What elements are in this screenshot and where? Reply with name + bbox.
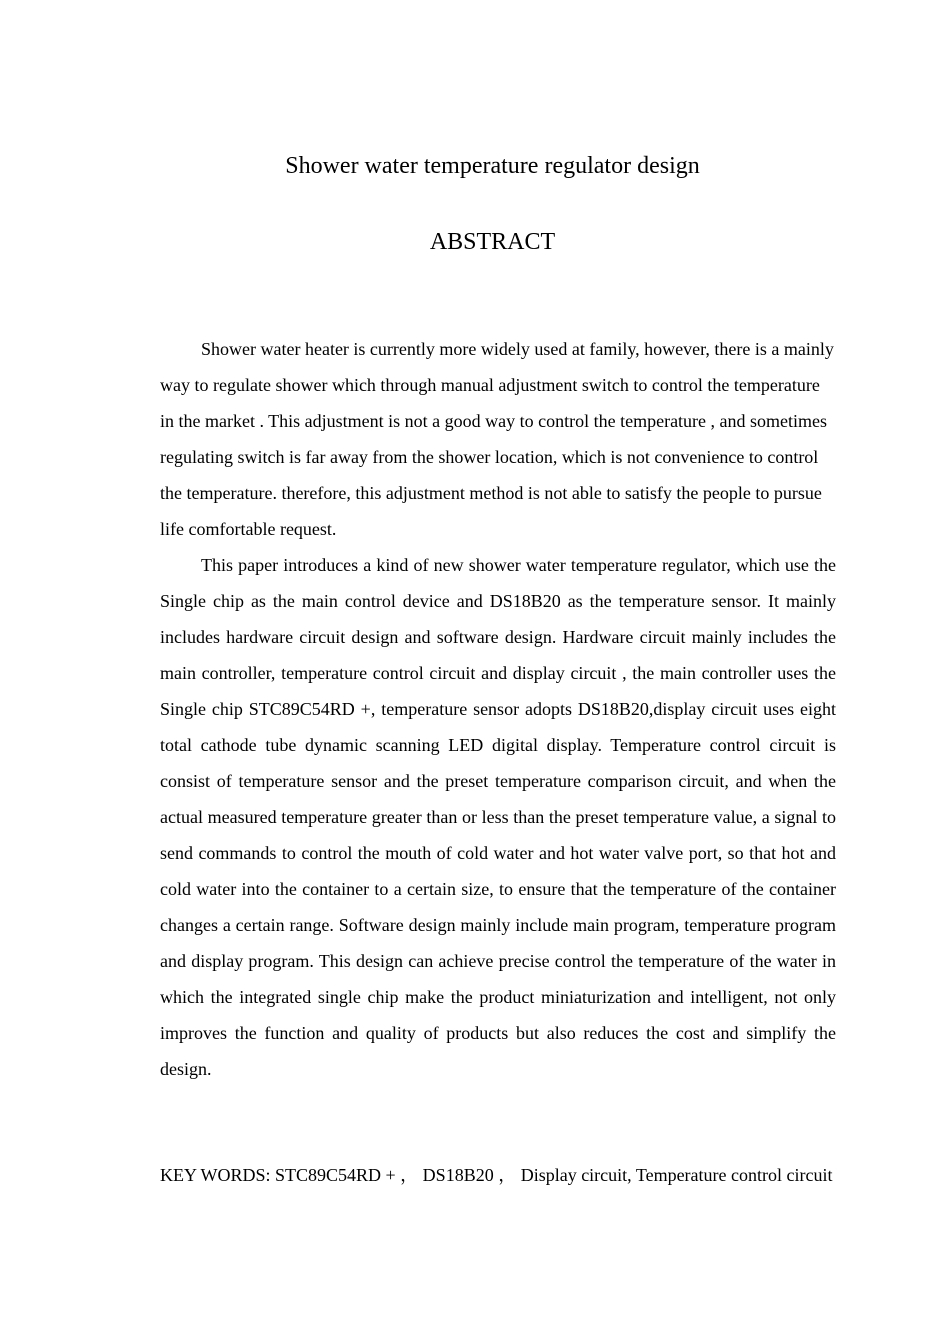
abstract-paragraph-2: This paper introduces a kind of new shower water temperature regulator, which use the Single chip as the main control device and DS18B20 as the temperature sensor. It mainly includes hardware circuit design and software design. Hardware circuit mainly includes the main controller, temperature control circuit and display circuit , the main controller uses the Single chip STC89C54RD +, temperature sensor adopts DS18B20,display circuit uses eight total cathode tube dynamic scanning LED digital display. Temperature control circuit is consist of temperature sensor and the preset temperature comparison circuit, and when the actual measured temperature greater than or less than the preset temperature value, a signal to send commands to control the mouth of cold water and hot water valve port, so that hot and cold water into the container to a certain size, to ensure that the temperature of the container changes a certain range. Software design mainly include main program, temperature program and display program. This design can achieve precise control the temperature of the water in which the integrated single chip make the product miniaturization and intelligent, not only improves the function and quality of products but also reduces the cost and simplify the design. — [160, 555, 836, 1079]
abstract-body — [160, 331, 836, 1087]
abstract-paragraph-1: Shower water heater is currently more widely used at family, however, there is a mainly way to regulate shower which through manual adjustment switch to control the temperature in the market . This adjustment is not a good way to control the temperature , and sometimes regulating switch is far away from the shower location, which is not convenience to control the temperature. therefore, this adjustment method is not able to satisfy the people to pursue life comfortable request. — [160, 339, 834, 539]
document-title: Shower water temperature regulator design — [285, 153, 700, 179]
abstract-heading: ABSTRACT — [429, 229, 556, 255]
keywords: KEY WORDS: STC89C54RD + ， DS18B20 ， Display circuit, Temperature control circuit — [160, 1165, 833, 1185]
